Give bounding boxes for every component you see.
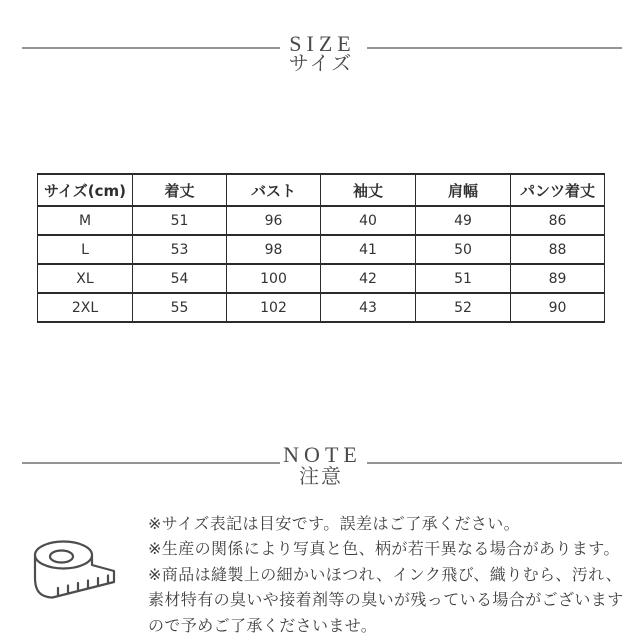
cell-value: 89	[511, 264, 605, 293]
cell-value: 102	[227, 293, 321, 322]
header-cell-shoulder: 肩幅	[416, 174, 511, 206]
table-row-l	[38, 235, 605, 264]
cell-value: 52	[416, 293, 511, 322]
size-title-en: SIZE	[289, 31, 356, 56]
cell-value: 51	[133, 206, 227, 235]
cell-value: 43	[321, 293, 416, 322]
header-cell-size: サイズ(cm)	[38, 174, 133, 206]
header-cell-length: 着丈	[133, 174, 227, 206]
cell-value: 42	[321, 264, 416, 293]
note-line: 素材特有の臭いや接着剤等の臭いが残っている場合がございます	[148, 590, 624, 610]
cell-value: 50	[416, 235, 511, 264]
cell-value: 88	[511, 235, 605, 264]
header-cell-bust: バスト	[227, 174, 321, 206]
cell-value: 51	[416, 264, 511, 293]
header-cell-sleeve: 袖丈	[321, 174, 416, 206]
cell-value: 54	[133, 264, 227, 293]
size-table-header-row	[38, 174, 605, 206]
note-line: ので予めご了承くださいませ。	[148, 615, 378, 635]
note-line: ※サイズ表記は目安です。誤差はご了承ください。	[148, 514, 521, 533]
cell-value: 96	[227, 206, 321, 235]
note-line: ※生産の関係により写真と色、柄が若干異なる場合があります。	[148, 539, 620, 559]
cell-size-label: M	[38, 206, 133, 235]
cell-value: 41	[321, 235, 416, 264]
table-row-m	[38, 206, 605, 235]
cell-size-label: 2XL	[38, 293, 133, 322]
cell-value: 53	[133, 235, 227, 264]
cell-value: 86	[511, 206, 605, 235]
cell-value: 90	[511, 293, 605, 322]
cell-value: 100	[227, 264, 321, 293]
note-line: ※商品は縫製上の細かいほつれ、インク飛び、織りむら、汚れ、	[148, 564, 622, 584]
size-title-ja: サイズ	[288, 51, 354, 75]
cell-value: 55	[133, 293, 227, 322]
table-row-xl	[38, 264, 605, 293]
cell-value: 98	[227, 235, 321, 264]
size-table	[37, 173, 605, 323]
cell-size-label: XL	[38, 264, 133, 293]
cell-size-label: L	[38, 235, 133, 264]
table-row-2xl	[38, 293, 605, 322]
cell-value: 49	[416, 206, 511, 235]
note-title-ja: 注意	[299, 464, 343, 488]
note-title-en: NOTE	[283, 442, 362, 467]
header-cell-pants-length: パンツ着丈	[511, 174, 605, 206]
cell-value: 40	[321, 206, 416, 235]
measuring-tape-icon	[30, 533, 122, 610]
note-text-block	[148, 511, 634, 638]
